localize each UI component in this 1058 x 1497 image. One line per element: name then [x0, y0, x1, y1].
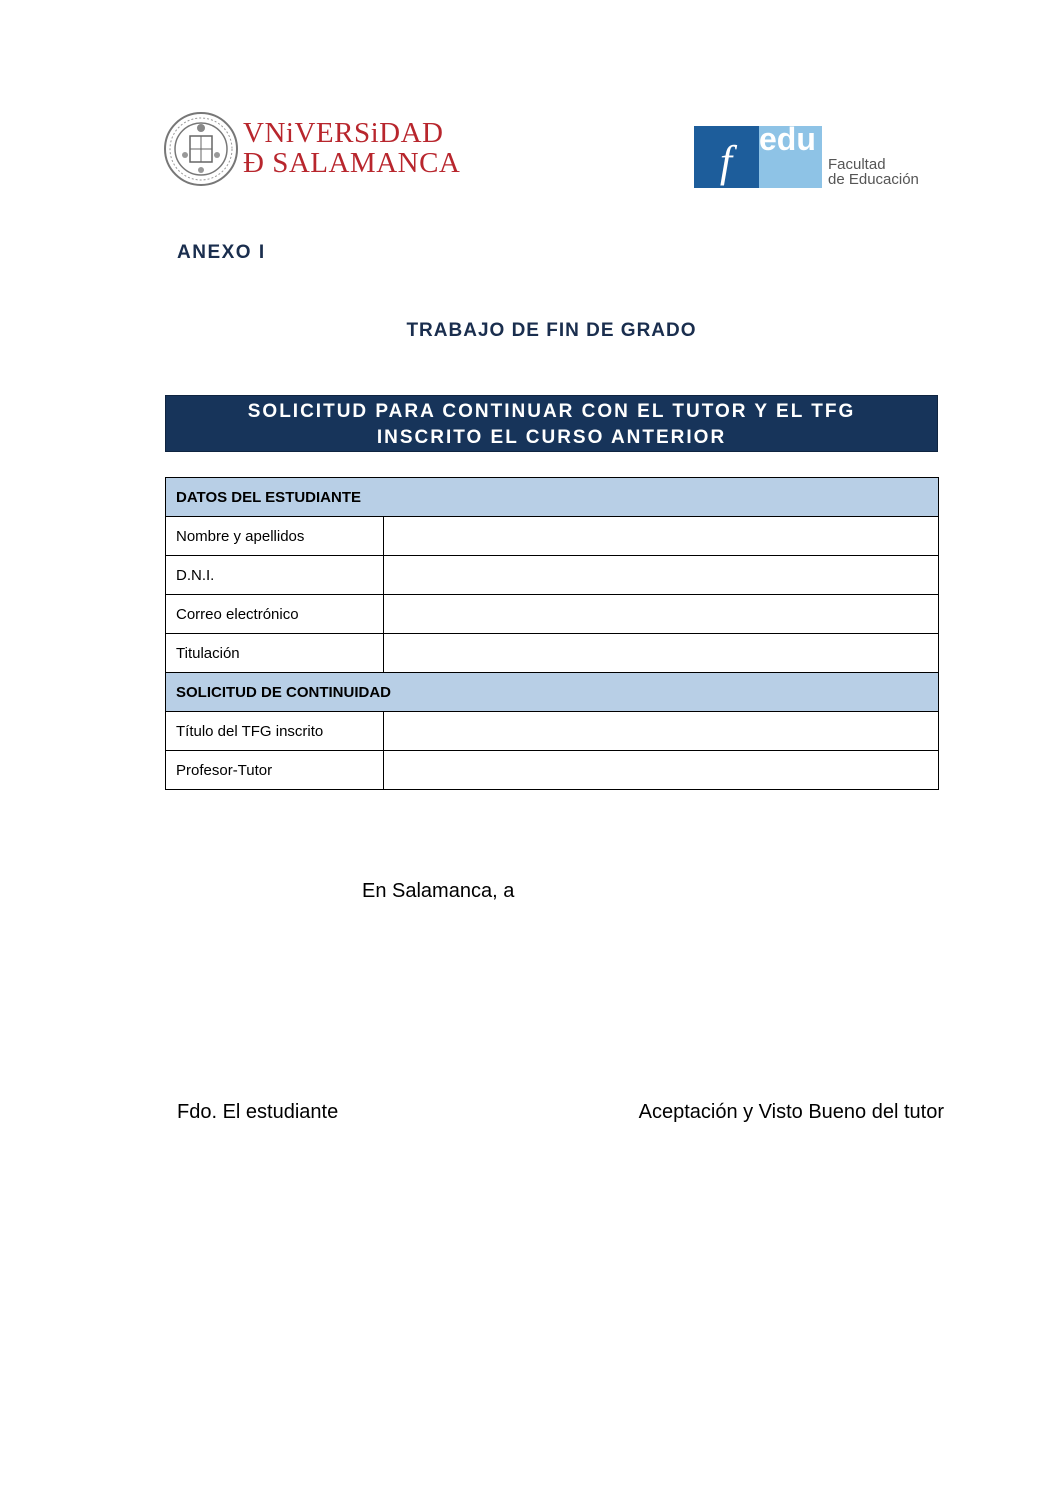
request-form — [165, 477, 939, 790]
section-continuity-request: SOLICITUD DE CONTINUIDAD — [166, 673, 939, 712]
field-input-name[interactable] — [384, 517, 939, 556]
annex-heading: ANEXO I — [177, 242, 266, 263]
faculty-name-line1: Facultad — [828, 156, 886, 173]
form-row — [166, 517, 939, 556]
field-label-degree: Titulación — [166, 634, 384, 673]
field-input-dni[interactable] — [384, 556, 939, 595]
tutor-signature-label: Aceptación y Visto Bueno del tutor — [638, 1101, 944, 1123]
field-input-degree[interactable] — [384, 634, 939, 673]
field-label-name: Nombre y apellidos — [166, 517, 384, 556]
student-signature-label: Fdo. El estudiante — [177, 1101, 339, 1123]
faculty-logo-f: f — [719, 137, 733, 186]
field-label-dni: D.N.I. — [166, 556, 384, 595]
banner-line1: SOLICITUD PARA CONTINUAR CON EL TUTOR Y EL TFG — [247, 401, 856, 422]
banner-line2: INSCRITO EL CURSO ANTERIOR — [376, 427, 727, 448]
section-header-row — [166, 478, 939, 517]
field-label-tfg-title: Título del TFG inscrito — [166, 712, 384, 751]
place-date-line: En Salamanca, a — [362, 880, 515, 902]
field-input-tfg-title[interactable] — [384, 712, 939, 751]
field-label-email: Correo electrónico — [166, 595, 384, 634]
form-row — [166, 634, 939, 673]
university-seal-icon — [163, 110, 239, 188]
faculty-logo-word: edu — [759, 121, 816, 157]
faculty-name-line2: de Educación — [828, 171, 919, 188]
section-student-data: DATOS DEL ESTUDIANTE — [166, 478, 939, 517]
form-row — [166, 556, 939, 595]
form-row — [166, 751, 939, 790]
field-input-email[interactable] — [384, 595, 939, 634]
form-row — [166, 595, 939, 634]
university-name-line1: VNiVERSiDAD — [243, 117, 444, 149]
faculty-logo — [694, 121, 939, 188]
document-title: TRABAJO DE FIN DE GRADO — [406, 320, 697, 341]
field-input-tutor[interactable] — [384, 751, 939, 790]
field-label-tutor: Profesor-Tutor — [166, 751, 384, 790]
university-name-line2: Ð SALAMANCA — [243, 147, 461, 179]
section-header-row — [166, 673, 939, 712]
request-banner — [165, 395, 938, 452]
faculty-logo-mark — [694, 126, 759, 188]
university-logo — [163, 110, 461, 190]
form-row — [166, 712, 939, 751]
